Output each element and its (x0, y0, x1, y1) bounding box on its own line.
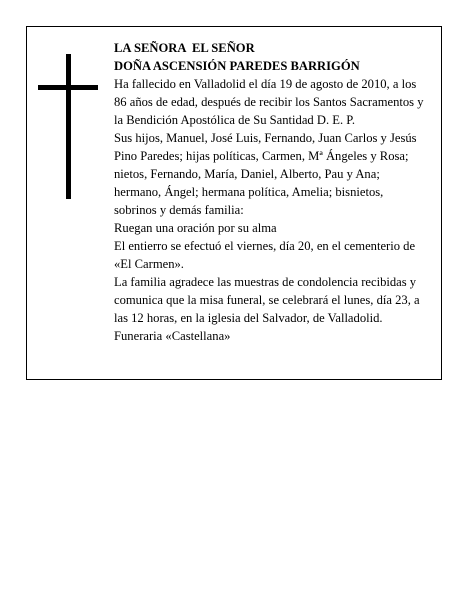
cross-horizontal-bar (38, 85, 98, 90)
funeral-home: Funeraria «Castellana» (114, 329, 231, 343)
deceased-name: DOÑA ASCENSIÓN PAREDES BARRIGÓN (114, 59, 360, 73)
title-line-1: LA SEÑORA EL SEÑOR (114, 41, 255, 55)
prayer-request: Ruegan una oración por su alma (114, 221, 277, 235)
acknowledgment-paragraph: La familia agradece las muestras de condolencia recibidas y comunica que la misa funeral, se celebrará el lunes, día 23, a las 12 horas, en la iglesia del Salvador, de Valladolid. (114, 275, 420, 325)
cross-vertical-bar (66, 54, 71, 199)
cross-icon (38, 54, 98, 199)
obituary-text (114, 39, 429, 345)
death-info-paragraph: Ha fallecido en Valladolid el día 19 de agosto de 2010, a los 86 años de edad, después de recibir los Santos Sacramentos y la Bendición Apostólica de Su Santidad D. E. P. (114, 77, 424, 127)
family-paragraph: Sus hijos, Manuel, José Luis, Fernando, Juan Carlos y Jesús Pino Paredes; hijas políticas, Carmen, Mª Ángeles y Rosa; nietos, Fernando, María, Daniel, Alberto, Pau y Ana; hermano, Ángel; hermana política, Amelia; bisnietos, sobrinos y demás familia: (114, 131, 417, 217)
burial-paragraph: El entierro se efectuó el viernes, día 20, en el cementerio de «El Carmen». (114, 239, 416, 271)
